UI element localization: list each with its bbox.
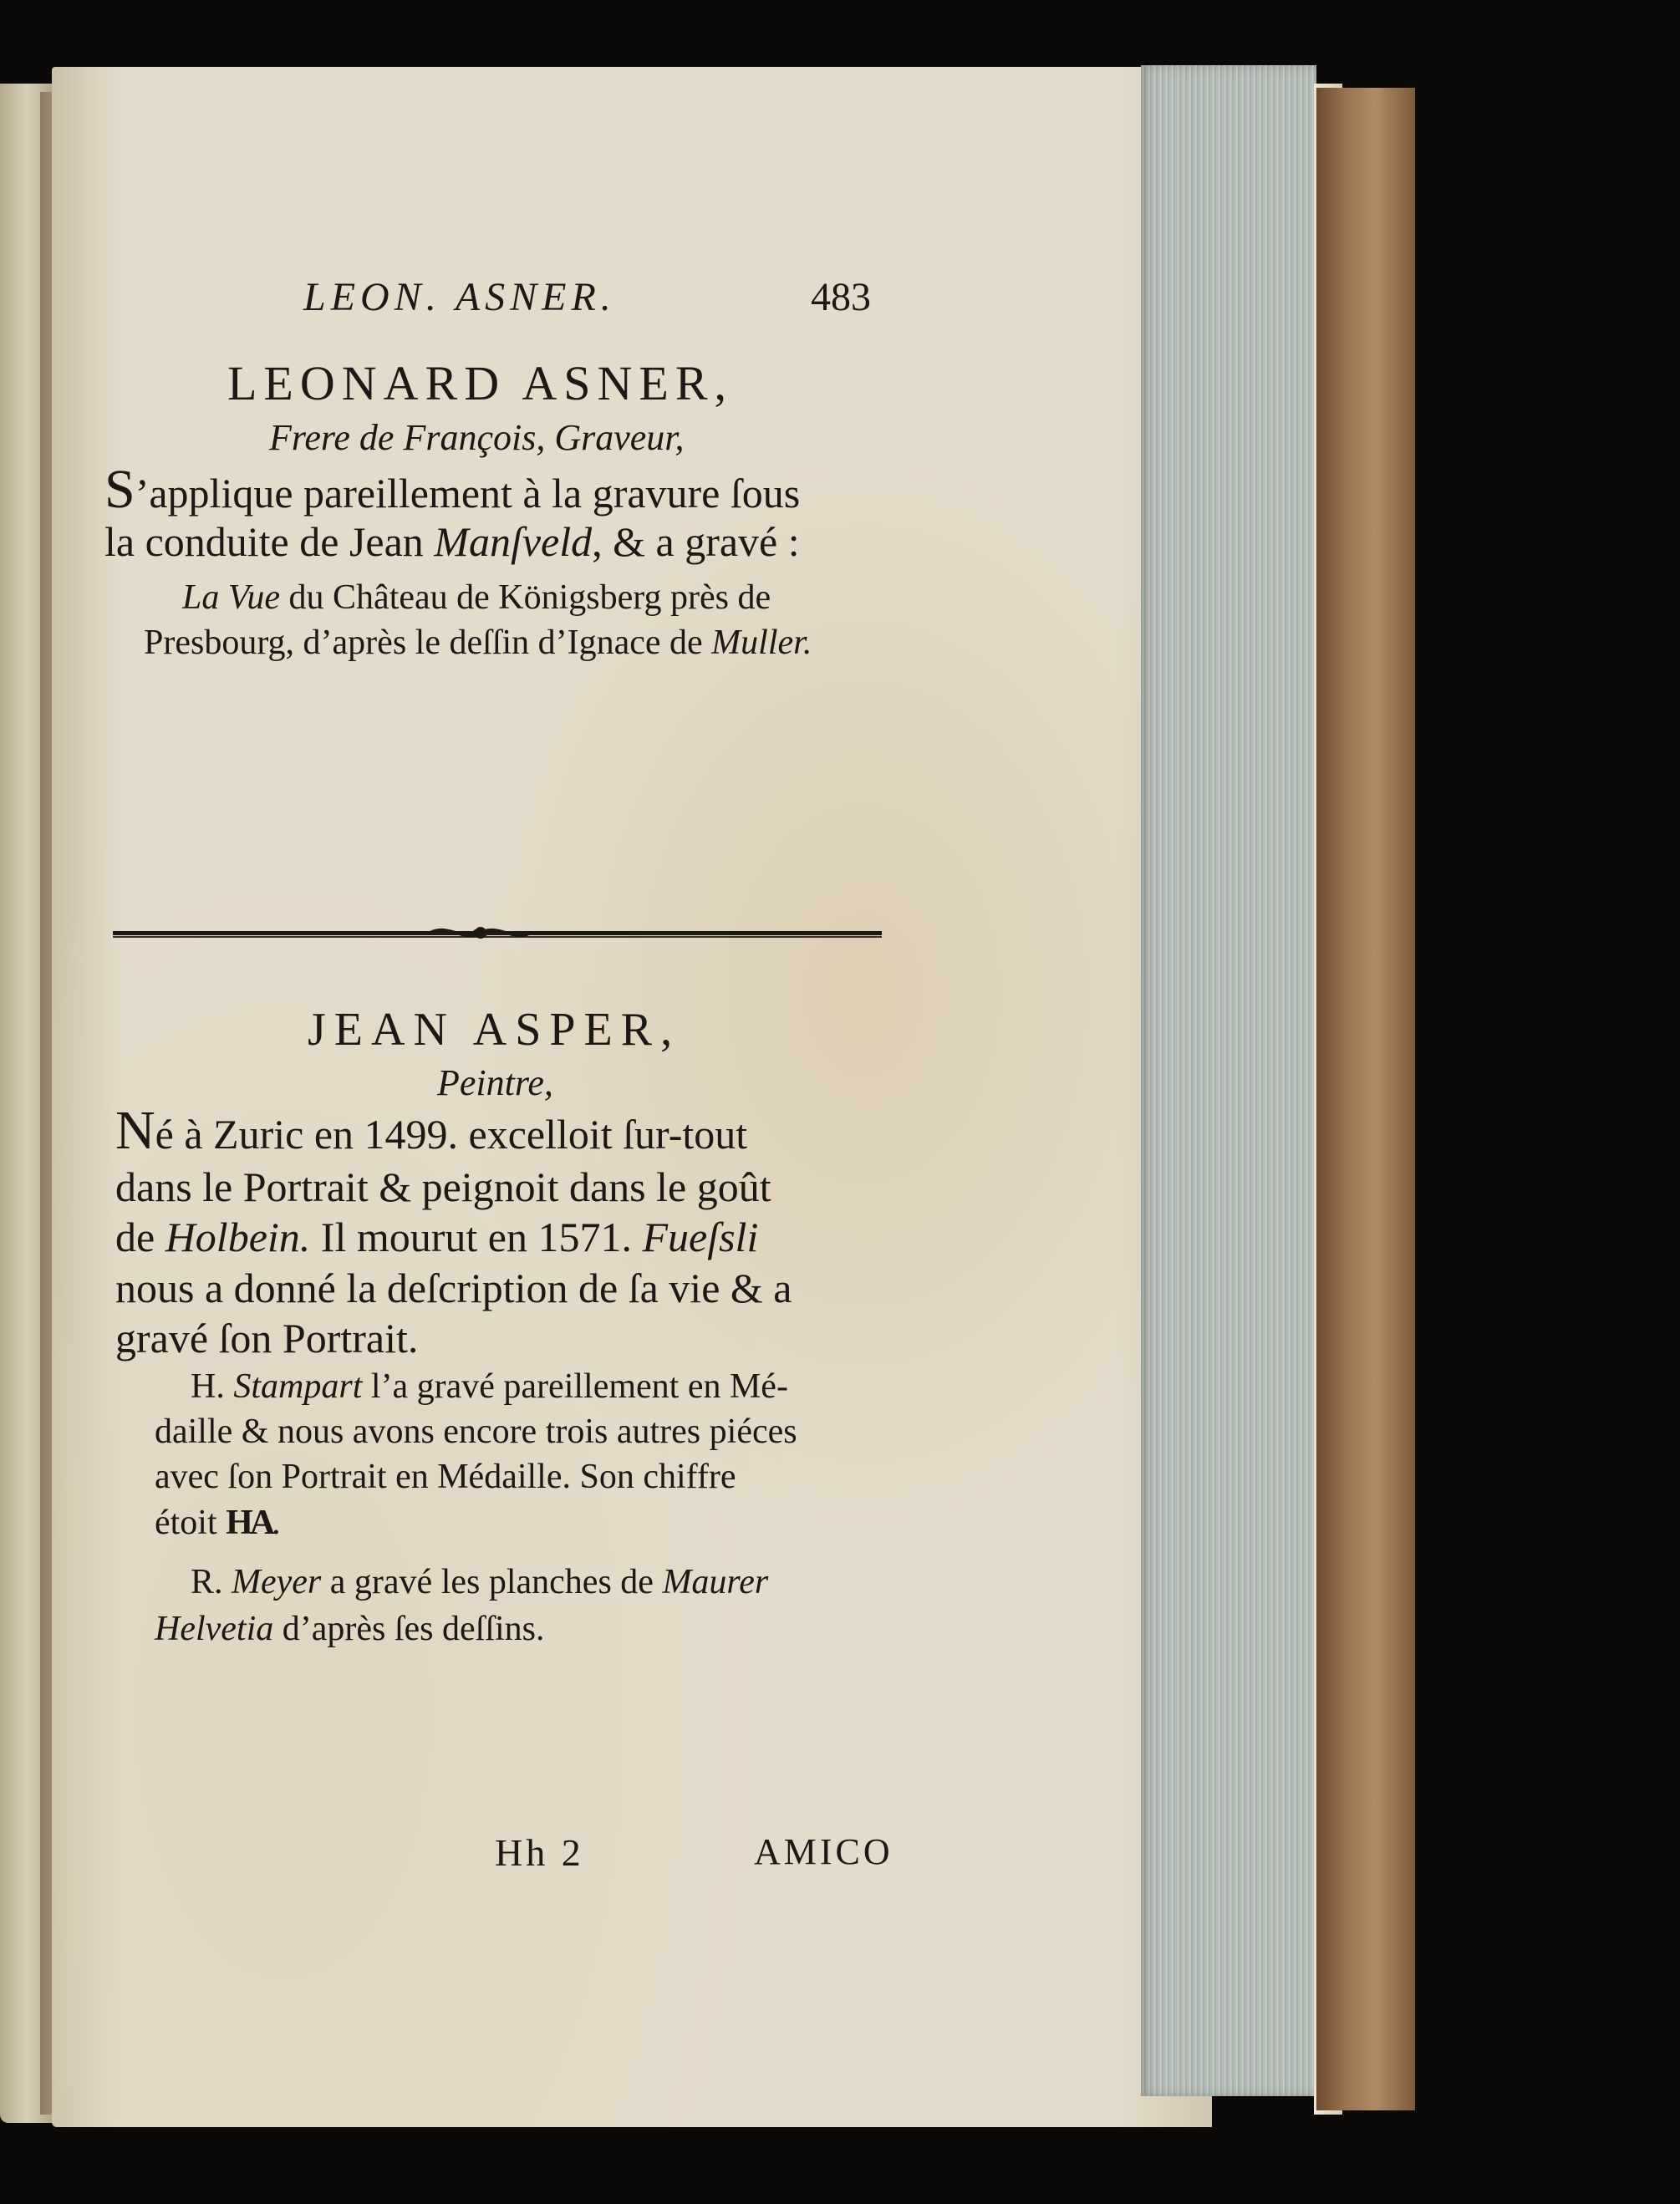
page-number: 483 <box>811 275 871 319</box>
entry2-line-3: de Holbein. Il mourut en 1571. Fueſsli <box>115 1214 759 1260</box>
entry2-note1-line-4: étoit HA. <box>155 1504 281 1542</box>
catchword: AMICO <box>754 1831 893 1872</box>
entry2-note1-line-1: H. Stampart l’a gravé pareillement en Mé- <box>191 1367 788 1406</box>
entry2-note1-line-3: avec ſon Portrait en Médaille. Son chiffre <box>155 1458 736 1496</box>
entry1-line-2: la conduite de Jean Manſveld, & a gravé : <box>104 518 800 565</box>
running-header: LEON. ASNER. <box>303 275 616 319</box>
entry2-line-2: dans le Portrait & peignoit dans le goût <box>115 1163 771 1210</box>
entry-title-jean-asper: JEAN ASPER, <box>308 1004 681 1056</box>
drop-capital-n: N <box>115 1100 155 1161</box>
drop-capital: S <box>104 459 135 520</box>
entry-subtitle-jean-asper: Peintre, <box>437 1062 553 1103</box>
entry1-item-line-1: La Vue du Château de Königsberg près de <box>182 578 771 617</box>
artist-monogram: HA <box>226 1504 272 1542</box>
entry1-item-line-2: Presbourg, d’après le deſſin d’Ignace de Muller. <box>144 624 812 662</box>
entry2-note2-line-2: Helvetia d’après ſes deſſins. <box>155 1610 545 1648</box>
entry1-line-1: S’applique pareillement à la gravure ſous <box>104 459 801 520</box>
rule-bar-thin <box>113 936 882 938</box>
entry2-note2-line-1: R. Meyer a gravé les planches de Maurer <box>191 1563 769 1601</box>
entry2-line-5: gravé ſon Portrait. <box>115 1315 419 1362</box>
entry2-note1-line-2: daille & nous avons encore trois autres piéces <box>155 1412 797 1451</box>
signature-mark: Hh 2 <box>495 1831 584 1874</box>
entry2-line-1: Né à Zuric en 1499. excelloit ſur-tout <box>115 1100 748 1161</box>
ornamental-rule <box>113 924 882 944</box>
rule-center-ornament <box>475 927 486 939</box>
entry2-line-4: nous a donné la deſcription de ſa vie & a <box>115 1265 792 1311</box>
entry-title-leonard-asner: LEONARD ASNER, <box>227 356 734 410</box>
page-edges <box>1141 65 1316 2096</box>
entry-subtitle-leonard-asner: Frere de François, Graveur, <box>269 417 685 458</box>
book-cover-edge <box>1316 88 1415 2110</box>
